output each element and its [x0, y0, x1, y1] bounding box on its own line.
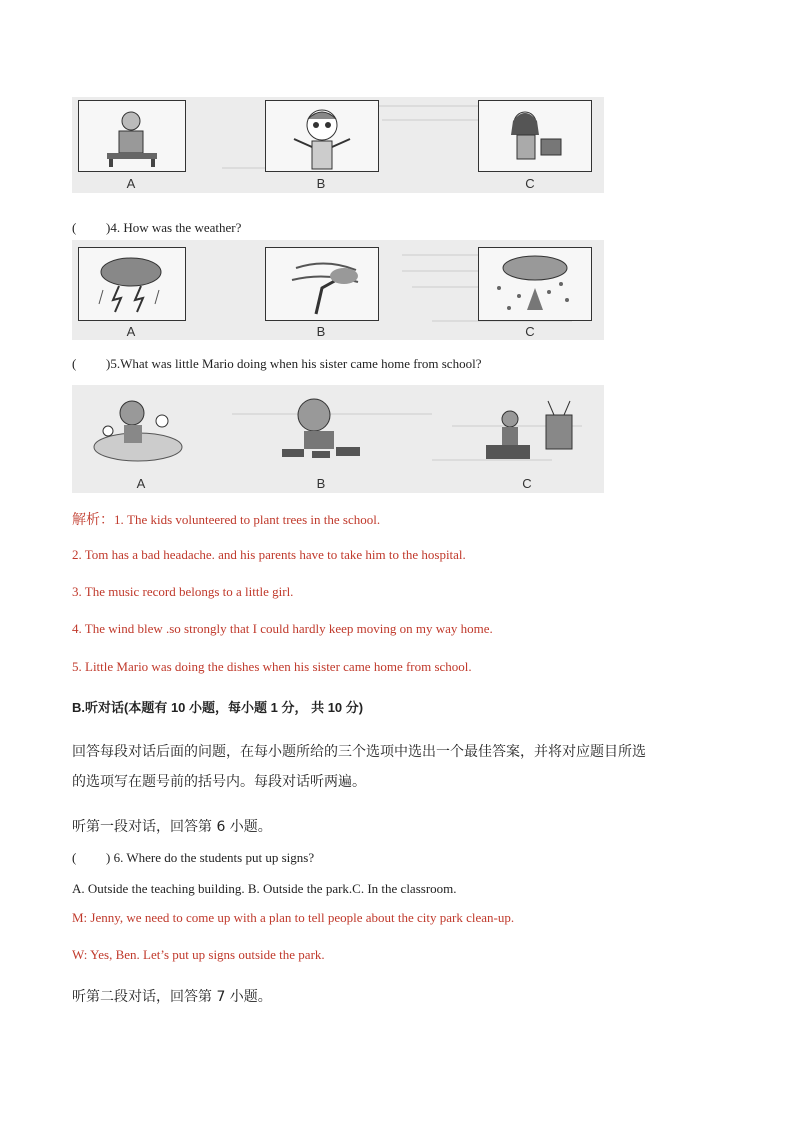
- q4-option-b-image: [265, 247, 379, 321]
- analysis-label: 解析：: [72, 512, 114, 528]
- dialog-1-line-m: M: Jenny, we need to come up with a plan to tell people about the city park clean-up.: [72, 910, 515, 925]
- q5-option-b-letter: B: [316, 476, 326, 491]
- q3-option-b-letter: B: [316, 176, 326, 191]
- dialog-2-intro: 听第二段对话，回答第 7 小题。: [72, 989, 272, 1005]
- analysis-text-1: 1. The kids volunteered to plant trees in the school.: [114, 512, 381, 527]
- q3-option-c-image: [478, 100, 592, 172]
- snow-icon: [479, 248, 591, 320]
- q5-question: [72, 356, 481, 372]
- analysis-line-3: 3. The music record belongs to a little girl.: [72, 584, 294, 599]
- analysis-line-4: 4. The wind blew .so strongly that I could hardly keep moving on my way home.: [72, 621, 493, 636]
- windy-tree-icon: [266, 248, 378, 320]
- q4-option-c-letter: C: [525, 324, 535, 339]
- q5-option-c-image: [472, 391, 584, 465]
- boy-shrugging-illustration: [266, 101, 378, 171]
- q3-option-c-letter: C: [525, 176, 535, 191]
- q4-text: )4. How was the weather?: [106, 220, 242, 235]
- analysis-line-1: [72, 509, 380, 529]
- answer-paren[interactable]: (: [72, 220, 77, 235]
- dialog-1-line-w: W: Yes, Ben. Let’s put up signs outside the park.: [72, 947, 325, 962]
- q5-text: )5.What was little Mario doing when his sister came home from school?: [106, 356, 482, 371]
- q3-option-a-image: [78, 100, 186, 172]
- q3-option-b-image: [265, 100, 379, 172]
- dialog-1-intro: 听第一段对话，回答第 6 小题。: [72, 819, 272, 835]
- analysis-line-2: 2. Tom has a bad headache. and his parents have to take him to the hospital.: [72, 547, 466, 562]
- answer-paren[interactable]: (: [72, 850, 77, 865]
- section-b-instruction-2: 的选项写在题号前的括号内。每段对话听两遍。: [72, 774, 366, 790]
- thunderstorm-icon: [79, 248, 185, 320]
- q6-text: ) 6. Where do the students put up signs?: [106, 850, 315, 865]
- q5-option-a-letter: A: [136, 476, 146, 491]
- section-b-instruction-1: 回答每段对话后面的问题，在每小题所给的三个选项中选出一个最佳答案，并将对应题目所选: [72, 744, 646, 760]
- boy-playing-toy-cars-illustration: [268, 391, 376, 465]
- answer-paren[interactable]: (: [72, 356, 77, 371]
- q5-option-a-image: [84, 391, 192, 465]
- q4-option-c-image: [478, 247, 592, 321]
- analysis-line-5: 5. Little Mario was doing the dishes when his sister came home from school.: [72, 659, 472, 674]
- boy-watching-tv-illustration: [472, 391, 584, 465]
- q5-option-c-letter: C: [522, 476, 532, 491]
- q4-option-a-image: [78, 247, 186, 321]
- q4-option-b-letter: B: [316, 324, 326, 339]
- q6-options: A. Outside the teaching building. B. Outside the park.C. In the classroom.: [72, 881, 457, 896]
- section-b-heading: B.听对话(本题有 10 小题，每小题 1 分， 共 10 分): [72, 700, 364, 715]
- q6-question: [72, 850, 314, 866]
- q4-question: [72, 220, 241, 236]
- boy-washing-dishes-illustration: [84, 391, 192, 465]
- q5-option-b-image: [268, 391, 376, 465]
- q3-option-a-letter: A: [126, 176, 136, 191]
- girl-with-record-illustration: [479, 101, 591, 171]
- old-man-sitting-illustration: [79, 101, 185, 171]
- q4-option-a-letter: A: [126, 324, 136, 339]
